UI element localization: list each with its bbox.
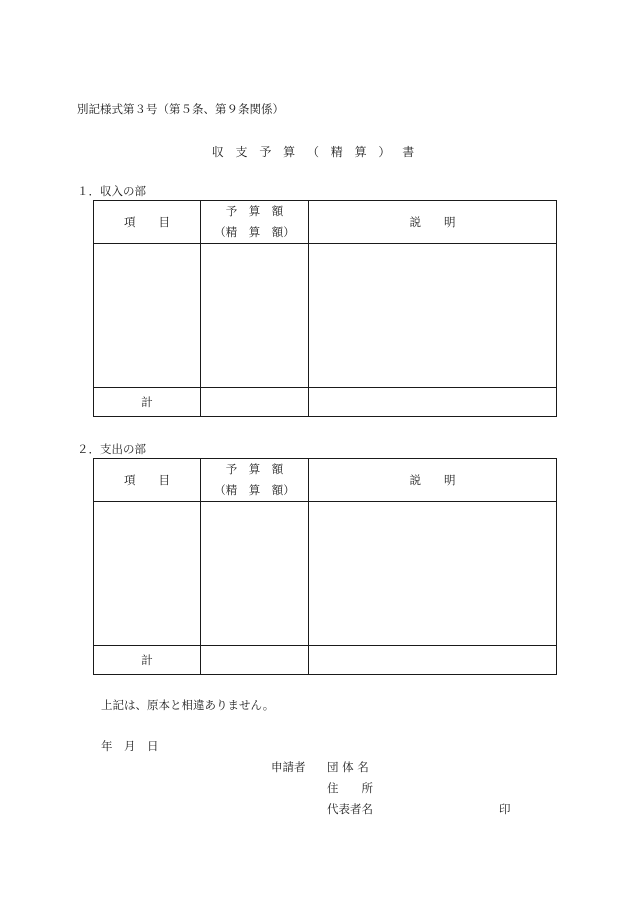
income-amount-cell[interactable] — [201, 244, 309, 388]
item-column-header: 項 目 — [94, 201, 201, 244]
budget-column-header — [201, 459, 309, 502]
applicant-label: 申請者 — [271, 760, 306, 774]
expense-total-description-cell[interactable] — [309, 646, 557, 675]
expense-description-cell[interactable] — [309, 502, 557, 646]
document-title: 収 支 予 算 （ 精 算 ） 書 — [211, 145, 419, 159]
income-table — [93, 200, 557, 417]
seal-mark: 印 — [499, 802, 511, 816]
budget-header-line2: （精 算 額） — [214, 225, 295, 239]
income-description-cell[interactable] — [309, 244, 557, 388]
income-total-amount-cell[interactable] — [201, 388, 309, 417]
income-total-label: 計 — [94, 388, 201, 417]
budget-header-line2: （精 算 額） — [214, 483, 295, 497]
expense-entry-row — [94, 502, 557, 646]
income-entry-row — [94, 244, 557, 388]
income-total-description-cell[interactable] — [309, 388, 557, 417]
budget-header-line1: 予 算 額 — [225, 462, 284, 476]
certification-statement: 上記は、原本と相違ありません。 — [101, 698, 275, 712]
date-line: 年 月 日 — [101, 739, 159, 753]
income-item-cell[interactable] — [94, 244, 201, 388]
income-total-row — [94, 388, 557, 417]
income-header-row — [94, 201, 557, 244]
description-column-header: 説 明 — [309, 201, 557, 244]
expense-section-title: ２．支出の部 — [77, 442, 146, 456]
expense-item-cell[interactable] — [94, 502, 201, 646]
expense-total-amount-cell[interactable] — [201, 646, 309, 675]
org-name-label: 団 体 名 — [327, 760, 369, 774]
income-section-title: １．収入の部 — [77, 184, 146, 198]
description-column-header: 説 明 — [309, 459, 557, 502]
form-reference: 別記様式第３号（第５条、第９条関係） — [77, 102, 284, 116]
budget-column-header — [201, 201, 309, 244]
budget-header-line1: 予 算 額 — [225, 204, 284, 218]
address-label: 住 所 — [327, 781, 373, 795]
expense-total-label: 計 — [94, 646, 201, 675]
expense-table — [93, 458, 557, 675]
expense-amount-cell[interactable] — [201, 502, 309, 646]
representative-label: 代表者名 — [327, 802, 373, 816]
expense-total-row — [94, 646, 557, 675]
expense-header-row — [94, 459, 557, 502]
item-column-header: 項 目 — [94, 459, 201, 502]
